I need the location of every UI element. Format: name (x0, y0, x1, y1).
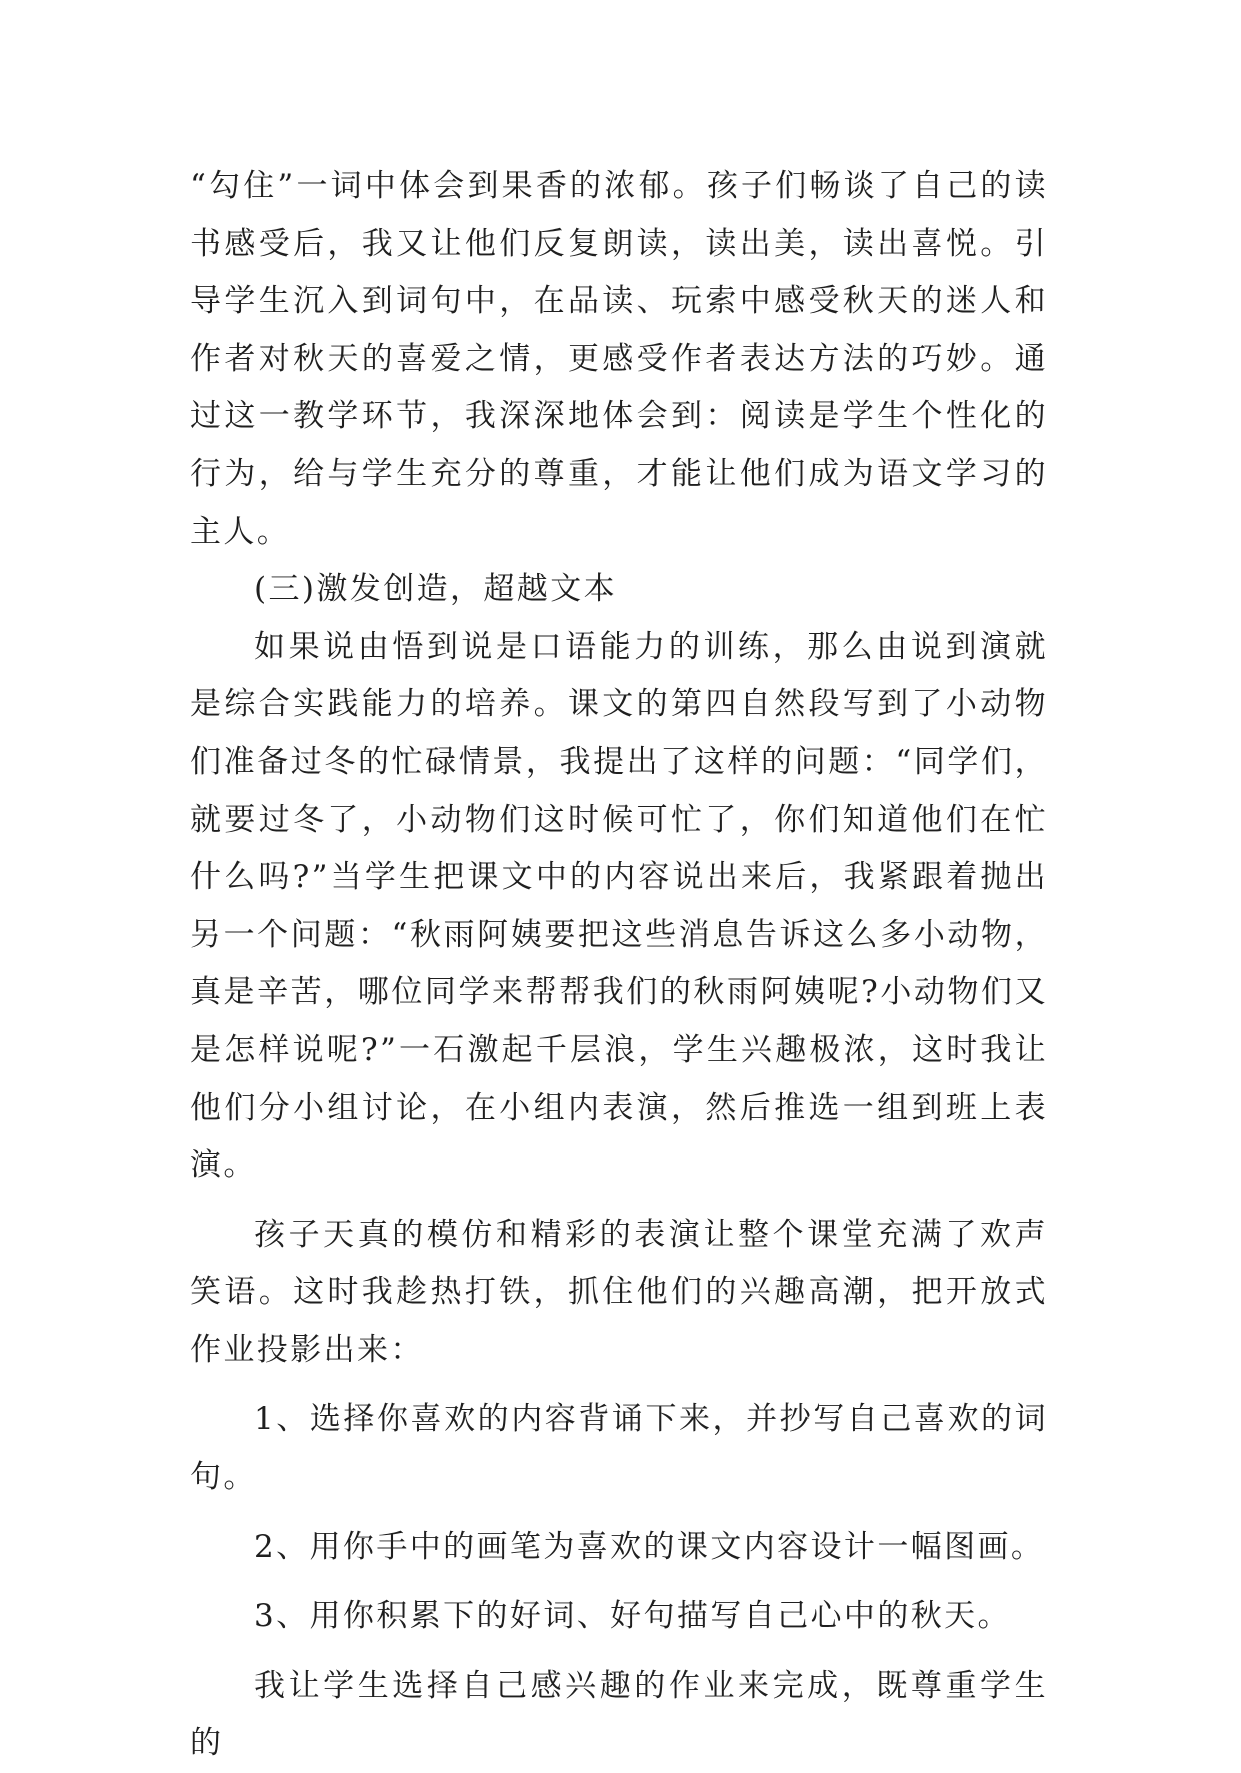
list-item-homework-1: 1、选择你喜欢的内容背诵下来，并抄写自己喜欢的词句。 (190, 1401, 1048, 1496)
paragraph-performance-activity: 如果说由悟到说是口语能力的训练，那么由说到演就是综合实践能力的培养。课文的第四自然段写到了小动物们准备过冬的忙碌情景，我提出了这样的问题：“同学们，就要过冬了，小动物们这时候可忙了，你们知道他们在忙什么吗?”当学生把课文中的内容说出来后，我紧跟着抛出另一个问题：“秋雨阿姨要把这些消息告诉这么多小动物，真是辛苦，哪位同学来帮帮我们的秋雨阿姨呢?小动物们又是怎样说呢?”一石激起千层浪，学生兴趣极浓，这时我让他们分小组讨论，在小组内表演，然后推选一组到班上表演。 (190, 628, 1048, 1184)
list-item-homework-2: 2、用你手中的画笔为喜欢的课文内容设计一幅图画。 (254, 1528, 1045, 1565)
list-item-homework-3: 3、用你积累下的好词、好句描写自己心中的秋天。 (254, 1598, 1011, 1635)
paragraph-reading-reflection: “勾住”一词中体会到果香的浓郁。孩子们畅谈了自己的读书感受后，我又让他们反复朗读，读出美，读出喜悦。引导学生沉入到词句中，在品读、玩索中感受秋天的迷人和作者对秋天的喜爱之情，更感受作者表达方法的巧妙。通过这一教学环节，我深深地体会到：阅读是学生个性化的行为，给与学生充分的尊重，才能让他们成为语文学习的主人。 (190, 168, 1048, 550)
section-heading-inspire-creativity: (三)激发创造，超越文本 (254, 571, 617, 608)
document-body (190, 158, 1048, 1773)
paragraph-homework-choice: 我让学生选择自己感兴趣的作业来完成，既尊重学生的 (190, 1667, 1048, 1762)
paragraph-open-homework-intro: 孩子天真的模仿和精彩的表演让整个课堂充满了欢声笑语。这时我趁热打铁，抓住他们的兴趣高潮，把开放式作业投影出来： (190, 1216, 1048, 1368)
